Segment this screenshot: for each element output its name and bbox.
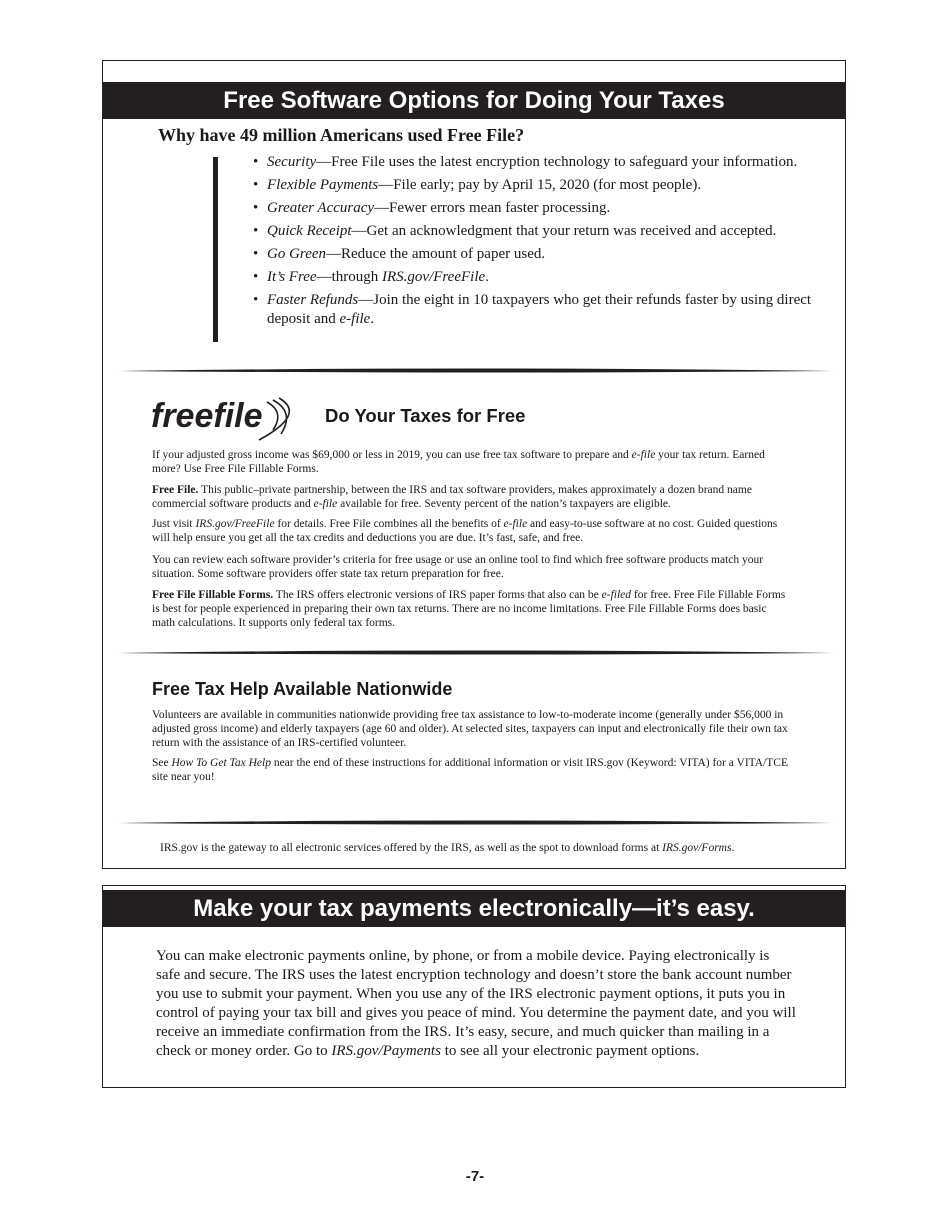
- gateway-note: [160, 842, 734, 854]
- benefit-term: Security: [267, 154, 317, 170]
- payments-link[interactable]: IRS.gov/Payments: [331, 1043, 441, 1059]
- benefit-item: [253, 176, 813, 195]
- benefit-item: [253, 245, 813, 264]
- efiled-term: e-filed: [601, 589, 632, 601]
- volunteers-paragraph: Volunteers are available in communities nationwide providing free tax assistance to low-to-moderate income (generally under $56,000 in adjusted gross income) and elderly taxpayers (age 60 and older). At selected sites, taxpayers can input and electronically file their own tax return with the assistance of an IRS-certified volunteer.: [152, 709, 788, 749]
- freefile-link[interactable]: IRS.gov/FreeFile: [382, 269, 486, 285]
- benefits-side-bar: [213, 157, 218, 342]
- benefit-term: Flexible Payments: [267, 177, 379, 193]
- see-paragraph: [152, 756, 792, 784]
- divider-swoosh: [115, 367, 833, 375]
- efile-term: e-file: [339, 311, 371, 327]
- gateway-text-end: .: [731, 842, 735, 854]
- benefit-text: —through: [316, 269, 382, 285]
- review-paragraph: You can review each software provider’s criteria for free usage or use an online tool to find which free software products match your situation. Some software providers offer state tax return preparation for free.: [152, 554, 764, 580]
- benefit-text: —Reduce the amount of paper used.: [326, 246, 546, 262]
- divider-swoosh: [115, 819, 833, 827]
- benefit-text-end: .: [485, 269, 489, 285]
- fillable-text-end: for free. Free File Fillable Forms is best for people experienced in preparing their own tax returns. There are no income limitations. Free File Fillable Forms does basic math calculations. It supports only federal tax forms.: [152, 589, 786, 629]
- tax-help-heading: Free Tax Help Available Nationwide: [152, 679, 453, 699]
- benefit-term: Go Green: [267, 246, 327, 262]
- see-text-end: near the end of these instructions for additional information or visit IRS.gov (Keyword: VITA) for a VITA/TCE site near you!: [152, 757, 788, 783]
- benefit-text: —File early; pay by April 15, 2020 (for most people).: [378, 177, 702, 193]
- benefit-term: Greater Accuracy: [267, 200, 375, 216]
- section-banner: Make your tax payments electronically—it’s easy.: [103, 890, 845, 927]
- benefit-term: Faster Refunds: [267, 292, 359, 308]
- free-file-text-end: available for free. Seventy percent of the nation’s taxpayers are eligible.: [337, 498, 671, 510]
- why-heading: Why have 49 million Americans used Free File?: [158, 125, 525, 145]
- tax-help-reference: How To Get Tax Help: [171, 757, 271, 769]
- page-number: -7-: [465, 1168, 485, 1185]
- benefit-item: [253, 153, 813, 172]
- agi-text-end: your tax return. Earned more? Use Free File Fillable Forms.: [152, 449, 765, 475]
- visit-text: Just visit: [152, 518, 196, 530]
- section-banner: Free Software Options for Doing Your Taxes: [103, 82, 845, 119]
- gateway-text: IRS.gov is the gateway to all electronic services offered by the IRS, as well as the spot to download forms at: [160, 842, 663, 854]
- payments-text-end: to see all your electronic payment options.: [440, 1043, 700, 1059]
- free-file-label: Free File.: [152, 484, 199, 496]
- see-text: See: [152, 757, 172, 769]
- free-file-paragraph: [152, 483, 792, 511]
- fillable-forms-label: Free File Fillable Forms.: [152, 589, 274, 601]
- benefit-item: [253, 199, 813, 218]
- agi-paragraph: [152, 448, 792, 476]
- electronic-payments-section: [102, 885, 846, 1088]
- agi-text: If your adjusted gross income was $69,000 or less in 2019, you can use free tax software to prepare and: [152, 449, 632, 461]
- efile-term: e-file: [503, 518, 528, 530]
- freefile-link[interactable]: IRS.gov/FreeFile: [195, 518, 275, 530]
- benefit-text-end: .: [370, 311, 375, 327]
- benefits-list: [253, 153, 813, 333]
- benefit-text: —Free File uses the latest encryption technology to safeguard your information.: [316, 154, 798, 170]
- freefile-logo: [151, 394, 313, 442]
- free-file-text: This public–private partnership, between the IRS and tax software providers, makes approximately a dozen brand name commercial software products and: [152, 484, 752, 510]
- benefit-text: —Get an acknowledgment that your return was received and accepted.: [351, 223, 777, 239]
- benefit-text: —Join the eight in 10 taxpayers who get their refunds faster by using direct deposit and: [267, 292, 812, 327]
- visit-text-end: and easy-to-use software at no cost. Guided questions will help ensure you get all the tax credits and deductions you are due. It’s fast, safe, and free.: [152, 518, 778, 544]
- efile-term: e-file: [631, 449, 656, 461]
- benefit-text: —Fewer errors mean faster processing.: [374, 200, 611, 216]
- fillable-text: The IRS offers electronic versions of IRS paper forms that also can be: [273, 589, 602, 601]
- visit-text-middle: for details. Free File combines all the benefits of: [274, 518, 504, 530]
- benefit-term: Quick Receipt: [267, 223, 352, 239]
- efile-term: e-file: [313, 498, 338, 510]
- svg-text:freefile: freefile: [151, 397, 263, 435]
- free-software-section: [102, 60, 846, 869]
- benefit-item: [253, 222, 813, 241]
- forms-link[interactable]: IRS.gov/Forms: [662, 842, 732, 854]
- benefit-term: It’s Free: [267, 269, 317, 285]
- benefit-item: [253, 268, 813, 287]
- payments-text: You can make electronic payments online, by phone, or from a mobile device. Paying electronically is safe and secure. The IRS uses the latest encryption technology and doesn’t store the bank account number you use to submit your payment. When you use any of the IRS electronic payment options, it puts you in control of paying your tax bill and gives you peace of mind. You determine the payment date, and you will receive an immediate confirmation from the IRS. It’s easy, secure, and much quicker than mailing in a check or money order. Go to: [156, 948, 796, 1059]
- benefit-item: [253, 291, 813, 329]
- freefile-heading: Do Your Taxes for Free: [325, 405, 526, 426]
- fillable-forms-paragraph: [152, 588, 792, 630]
- payments-paragraph: [156, 947, 796, 1061]
- divider-swoosh: [115, 649, 833, 657]
- visit-paragraph: [152, 517, 792, 545]
